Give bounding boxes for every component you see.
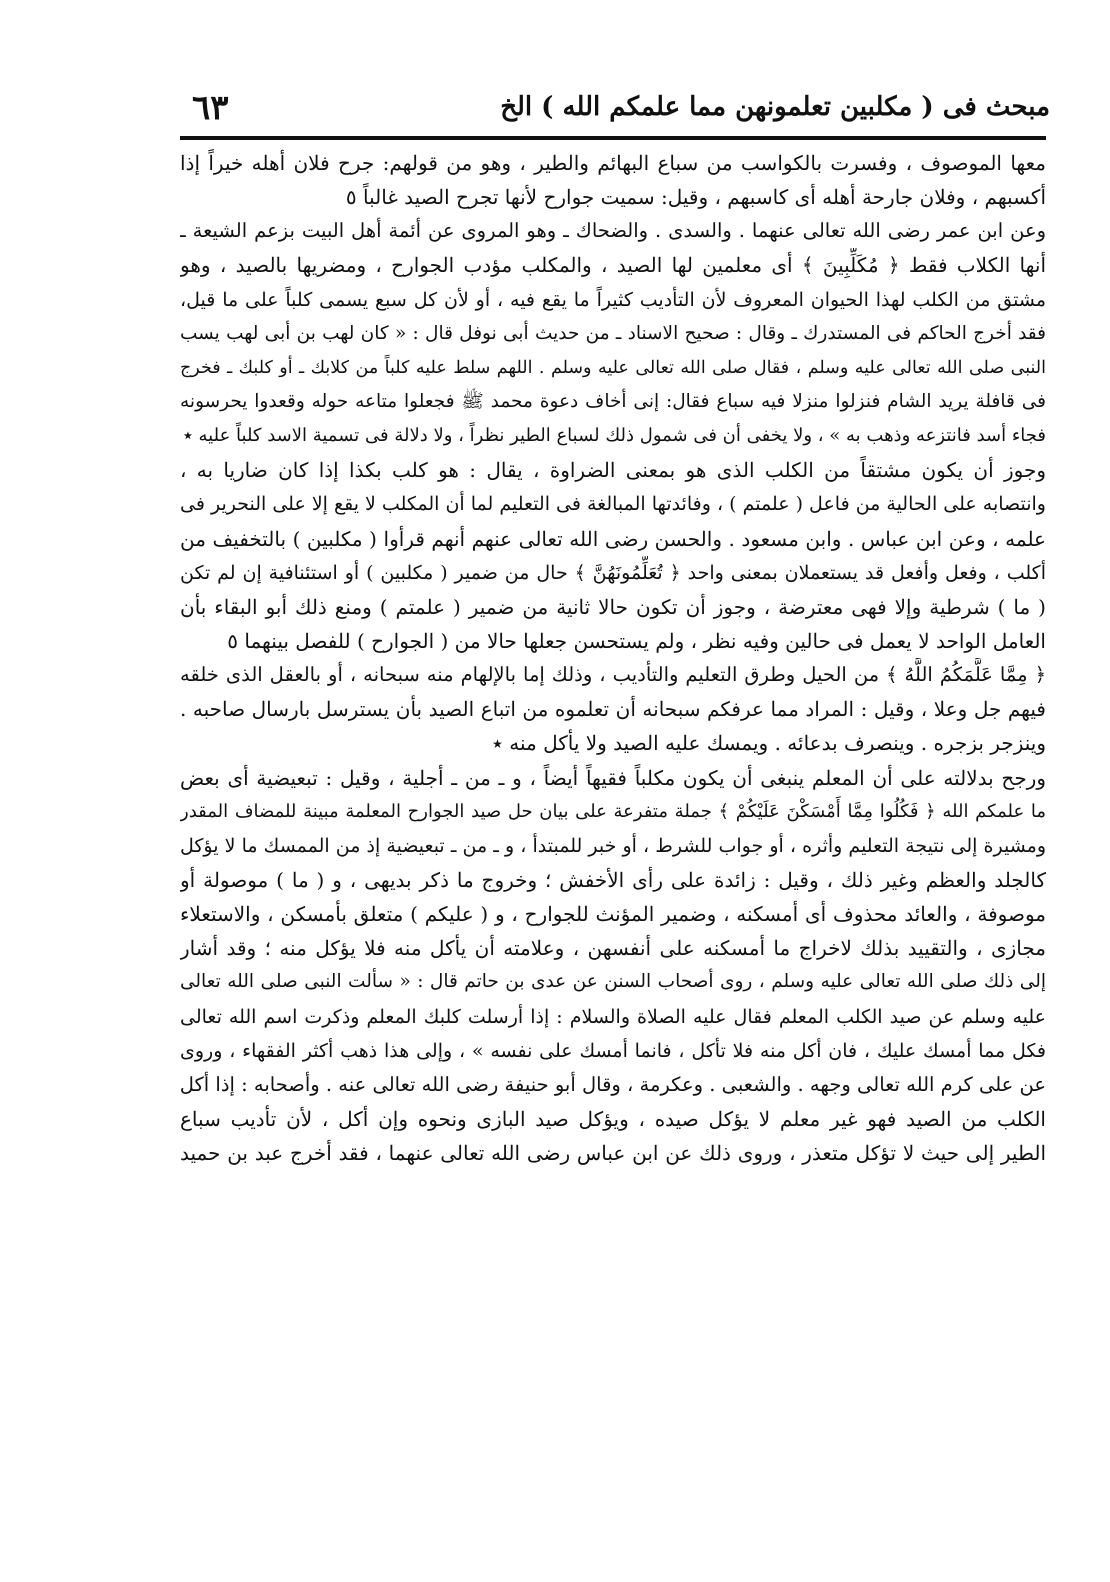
text-line: ( ما ) شرطية وإلا فهى معترضة ، وجوز أن تكون حالا ثانية من ضمير ( علمتم ) ومنع ذلك أبو البقاء بأن: [180, 594, 1046, 619]
text-line: معها الموصوف ، وفسرت بالكواسب من سباع البهائم والطير ، وهو من قولهم: جرح فلان أهله خيراً إذا: [180, 151, 1046, 175]
text-line: وانتصابه على الحالية من فاعل ( علمتم ) ، وفائدتها المبالغة فى التعليم لما أن المكلب لا يقع إلا على النحرير فى: [180, 493, 1046, 516]
text-line: ﴿ مِمَّا عَلَّمَكُمُ اللَّهُ ﴾ من الحيل وطرق التعليم والتأديب ، وذلك إما بالإلهام منه سبحانه ، أو بالعقل الذى خلقه: [180, 663, 1046, 687]
text-line: فى قافلة يريد الشام فنزلوا منزلا فيه سباع فقال: إنى أخاف دعوة محمد ﷺ فجعلوا متاعه حوله وقعدوا يحرسونه: [180, 390, 1046, 412]
body-text: [180, 146, 1046, 1170]
text-line: وينزجر بزجره . وينصرف بدعائه . ويمسك عليه الصيد ولا يأكل منه ٭: [491, 731, 1046, 756]
text-line: النبى صلى الله تعالى عليه وسلم ، فقال صلى الله تعالى عليه وسلم . اللهم سلط عليه كلباً من كلابك ـ أو كلبك ـ فخرج: [180, 357, 1046, 378]
text-line: فقد أخرج الحاكم فى المستدرك ـ وقال : صحيح الاسناد ـ من حديث أبى نوفل قال : « كان لهب بن أبى لهب يسب: [180, 322, 1046, 344]
text-line: الطير إلى حيث لا تؤكل متعذر ، وروى ذلك عن ابن عباس رضى الله تعالى عنهما ، فقد أخرج عبد بن حميد: [180, 1141, 1046, 1166]
text-line: موصوفة ، والعائد محذوف أى أمسكنه ، وضمير المؤنث للجوارح ، و ( عليكم ) متعلق بأمسكن ، والاستعلاء: [180, 902, 1046, 927]
text-line: وجوز أن يكون مشتقاً من الكلب الذى هو بمعنى الضراوة ، يقال : هو كلب بكذا إذا كان ضاريا به ،: [180, 458, 1046, 483]
text-line: ما علمكم الله ﴿ فَكُلُوا مِمَّا أَمْسَكْنَ عَلَيْكُمْ ﴾ جملة متفرعة على بيان حل صيد الجوارح المعلمة مبينة للمضاف المقدر: [180, 800, 1046, 822]
text-line: أكلب ، وفعل وأفعل قد يستعملان بمعنى واحد ﴿ تُعَلِّمُونَهُنَّ ﴾ حال من ضمير ( مكلبين ) أو استئنافية إن لم تكن: [180, 561, 1046, 584]
text-line: ومشيرة إلى نتيجة التعليم وأثره ، أو جواب للشرط ، أو خبر للمبتدأ ، و ـ من ـ تبعيضية إذ من الممسك ما لا يؤكل: [180, 834, 1046, 857]
text-line: أكسبهم ، وفلان جارحة أهله أى كاسبهم ، وقيل: سميت جوارح لأنها تجرح الصيد غالباً ٥: [345, 185, 1046, 210]
page-header: [180, 88, 1050, 134]
text-line: مشتق من الكلب لهذا الحيوان المعروف لأن التأديب كثيراً ما يقع فيه ، أو لأن كل سبع يسمى كلباً على ما قيل،: [180, 288, 1046, 311]
text-line: علمه ، وعن ابن عباس . وابن مسعود . والحسن رضى الله تعالى عنهم أنهم قرأوا ( مكلبين ) بالتخفيف من: [180, 526, 1046, 551]
text-line: عن على كرم الله تعالى وجهه . والشعبى . وعكرمة ، وقال أبو حنيفة رضى الله تعالى عنه . وأصحابه : إذا أكل: [180, 1072, 1046, 1096]
text-line: ورجح بدلالته على أن المعلم ينبغى أن يكون مكلباً فقيهاً أيضاً ، و ـ من ـ أجلية ، وقيل : تبعيضية أى بعض: [180, 765, 1046, 790]
text-line: فكل مما أمسك عليك ، فان أكل منه فلا تأكل ، فانما أمسك على نفسه » ، وإلى هذا ذهب أكثر الفقهاء ، وروى: [180, 1039, 1046, 1062]
text-line: فجاء أسد فانتزعه وذهب به » ، ولا يخفى أن فى شمول ذلك لسباع الطير نظراً ، ولا دلالة فى تسمية الاسد كلباً عليه ٭: [183, 425, 1046, 447]
text-line: عليه وسلم عن صيد الكلب المعلم فقال عليه الصلاة والسلام : إذا أرسلت كلبك المعلم وذكرت اسم الله تعالى: [180, 1005, 1046, 1028]
running-head: مبحث فی ( مکلبین تعلمونهن مما علمکم الله ) الخ: [500, 92, 1050, 122]
text-line: كالجلد والعظم وغير ذلك ، وقيل : زائدة على رأى الأخفش ؛ وخروج ما ذكر بديهى ، و ( ما ) موصولة أو: [180, 867, 1046, 892]
text-line: فيهم جل وعلا ، وقيل : المراد مما عرفكم سبحانه أن تعلموه من اتباع الصيد بأن يسترسل بارسال صاحبه .: [180, 697, 1046, 722]
text-line: وعن ابن عمر رضى الله تعالى عنهما . والسدى . والضحاك ـ وهو المروى عن أئمة أهل البيت بزعم الشيعة ـ: [180, 219, 1046, 243]
text-line: الكلب من الصيد فهو غير معلم لا يؤكل صيده ، ويؤكل صيد البازى ونحوه وإن أكل ، لأن تأديب سباع: [180, 1106, 1046, 1131]
text-line: أنها الكلاب فقط ﴿ مُكَلِّبِينَ ﴾ أى معلمين لها الصيد ، والمكلب مؤدب الجوارح ، ومضريها بالصيد ، وهو: [180, 253, 1046, 278]
page-number: ٦٣: [192, 88, 229, 128]
text-line: العامل الواحد لا يعمل فى حالين وفيه نظر ، ولم يستحسن جعلها حالا من ( الجوارح ) للفصل بينهما ٥: [227, 628, 1046, 653]
text-line: مجازى ، والتقييد بذلك لاخراج ما أمسكنه على أنفسهن ، وعلامته أن يأكل منه فلا يؤكل منه ؛ وقد أشار: [180, 936, 1046, 961]
text-line: إلى ذلك صلى الله تعالى عليه وسلم ، روى أصحاب السنن عن عدى بن حاتم قال : « سألت النبى صلى الله تعالى: [180, 971, 1046, 993]
header-rule: [180, 136, 1046, 140]
